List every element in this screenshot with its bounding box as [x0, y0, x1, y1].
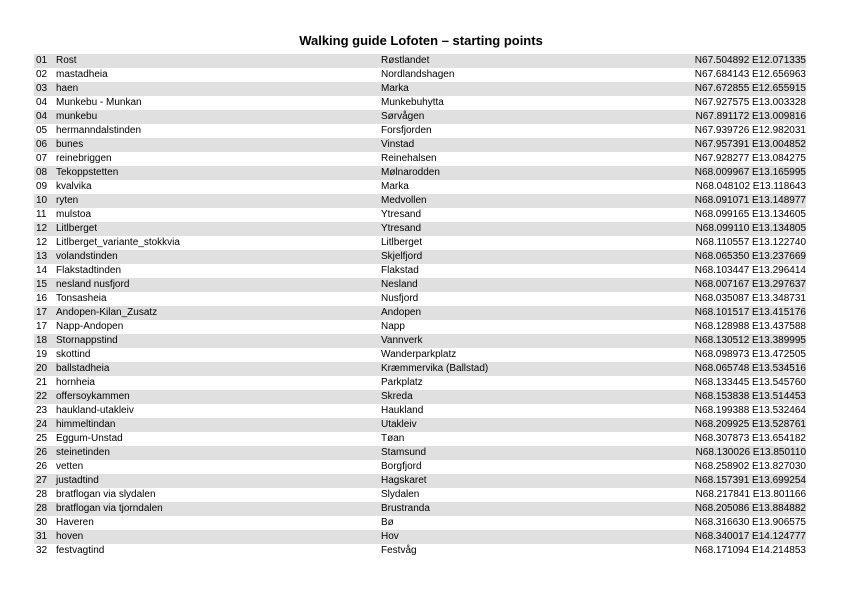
coordinates: N68.099165 E13.134605	[694, 209, 806, 220]
coordinates: N67.939726 E12.982031	[694, 125, 806, 136]
coordinates: N68.133445 E13.545760	[694, 377, 806, 388]
route-name: Munkebu - Munkan	[56, 97, 142, 108]
route-name: reinebriggen	[56, 153, 112, 164]
row-number: 04	[36, 97, 48, 108]
row-number: 02	[36, 69, 48, 80]
route-name: munkebu	[56, 111, 98, 122]
table-row	[34, 194, 806, 208]
starting-place: Borgfjord	[381, 461, 422, 472]
table-row	[34, 166, 806, 180]
row-number: 32	[36, 545, 48, 556]
starting-place: Sørvågen	[381, 111, 425, 122]
table-row	[34, 222, 806, 236]
route-name: Rost	[56, 55, 77, 66]
table-row	[34, 152, 806, 166]
row-number: 25	[36, 433, 48, 444]
table-row	[34, 404, 806, 418]
row-number: 20	[36, 363, 48, 374]
starting-place: Litlberget	[381, 237, 423, 248]
starting-place: Festvåg	[381, 545, 417, 556]
table-row	[34, 432, 806, 446]
route-name: hoven	[56, 531, 84, 542]
row-number: 18	[36, 335, 48, 346]
route-name: bratflogan via slydalen	[56, 489, 156, 500]
coordinates: N67.891172 E13.009816	[695, 111, 806, 122]
table-row	[34, 110, 806, 124]
route-name: justadtind	[56, 475, 99, 486]
page-title: Walking guide Lofoten – starting points	[299, 33, 543, 48]
coordinates: N68.103447 E13.296414	[694, 265, 806, 276]
route-name: kvalvika	[56, 181, 92, 192]
route-name: ballstadheia	[56, 363, 110, 374]
coordinates: N68.065748 E13.534516	[694, 363, 806, 374]
route-name: Litlberget	[56, 223, 98, 234]
row-number: 27	[36, 475, 48, 486]
starting-place: Skreda	[381, 391, 413, 402]
coordinates: N68.340017 E14.124777	[694, 531, 806, 542]
row-number: 14	[36, 265, 48, 276]
coordinates: N68.199388 E13.532464	[694, 405, 806, 416]
row-number: 31	[36, 531, 48, 542]
route-name: Eggum-Unstad	[56, 433, 123, 444]
row-number: 09	[36, 181, 48, 192]
table-row	[34, 236, 806, 250]
route-name: bunes	[56, 139, 84, 150]
table-row	[34, 334, 806, 348]
row-number: 11	[36, 209, 47, 220]
coordinates: N67.927575 E13.003328	[694, 97, 806, 108]
route-name: himmeltindan	[56, 419, 116, 430]
starting-place: Slydalen	[381, 489, 420, 500]
coordinates: N68.205086 E13.884882	[694, 503, 806, 514]
route-name: Flakstadtinden	[56, 265, 122, 276]
table-row	[34, 460, 806, 474]
starting-place: Kræmmervika (Ballstad)	[381, 363, 489, 374]
starting-place: Forsfjorden	[381, 125, 432, 136]
route-name: vetten	[56, 461, 84, 472]
route-name: ryten	[56, 195, 79, 206]
starting-place: Utakleiv	[381, 419, 417, 430]
coordinates: N67.957391 E13.004852	[694, 139, 806, 150]
coordinates: N68.110557 E13.122740	[695, 237, 806, 248]
coordinates: N68.099110 E13.134805	[695, 223, 806, 234]
coordinates: N68.101517 E13.415176	[694, 307, 806, 318]
table-row	[34, 418, 806, 432]
table-row	[34, 54, 806, 68]
row-number: 19	[36, 349, 48, 360]
row-number: 24	[36, 419, 48, 430]
table-row	[34, 278, 806, 292]
row-number: 22	[36, 391, 48, 402]
starting-place: Bø	[381, 517, 394, 528]
route-name: steinetinden	[56, 447, 110, 458]
coordinates: N68.171094 E14.214853	[694, 545, 806, 556]
starting-place: Nusfjord	[381, 293, 419, 304]
row-number: 01	[36, 55, 48, 66]
route-name: bratflogan via tjorndalen	[56, 503, 163, 514]
table-row	[34, 530, 806, 544]
coordinates: N68.209925 E13.528761	[694, 419, 806, 430]
starting-place: Flakstad	[381, 265, 419, 276]
route-name: offersoykammen	[56, 391, 130, 402]
coordinates: N67.672855 E12.655915	[694, 83, 806, 94]
starting-place: Røstlandet	[381, 55, 430, 66]
row-number: 21	[36, 377, 48, 388]
coordinates: N68.130026 E13.850110	[695, 447, 806, 458]
starting-place: Nesland	[381, 279, 418, 290]
coordinates: N68.048102 E13.118643	[695, 181, 806, 192]
starting-place: Andopen	[381, 307, 422, 318]
coordinates: N68.258902 E13.827030	[694, 461, 806, 472]
coordinates: N68.316630 E13.906575	[694, 517, 806, 528]
row-number: 15	[36, 279, 48, 290]
starting-place: Medvollen	[381, 195, 427, 206]
starting-place: Munkebuhytta	[381, 97, 444, 108]
row-number: 10	[36, 195, 48, 206]
row-number: 06	[36, 139, 48, 150]
row-number: 23	[36, 405, 48, 416]
row-number: 13	[36, 251, 48, 262]
row-number: 28	[36, 489, 48, 500]
row-number: 04	[36, 111, 48, 122]
starting-place: Ytresand	[381, 209, 422, 220]
starting-place: Tøan	[381, 433, 405, 444]
table-row	[34, 446, 806, 460]
starting-place: Skjelfjord	[381, 251, 423, 262]
route-name: Litlberget_variante_stokkvia	[56, 237, 180, 248]
starting-place: Marka	[381, 83, 409, 94]
starting-place: Stamsund	[381, 447, 427, 458]
starting-place: Wanderparkplatz	[381, 349, 457, 360]
route-name: Stornappstind	[56, 335, 118, 346]
table-row	[34, 292, 806, 306]
table-row	[34, 488, 806, 502]
starting-place: Haukland	[381, 405, 424, 416]
row-number: 28	[36, 503, 48, 514]
coordinates: N68.091071 E13.148977	[694, 195, 806, 206]
table-row	[34, 474, 806, 488]
table-row	[34, 306, 806, 320]
coordinates: N68.153838 E13.514453	[694, 391, 806, 402]
table-row	[34, 124, 806, 138]
table-row	[34, 68, 806, 82]
table-row	[34, 390, 806, 404]
starting-place: Napp	[381, 321, 405, 332]
route-name: Tonsasheia	[56, 293, 107, 304]
table-row	[34, 96, 806, 110]
route-name: volandstinden	[56, 251, 118, 262]
table-row	[34, 376, 806, 390]
route-name: Andopen-Kilan_Zusatz	[56, 307, 158, 318]
row-number: 30	[36, 517, 48, 528]
row-number: 03	[36, 83, 48, 94]
row-number: 08	[36, 167, 48, 178]
route-name: haen	[56, 83, 79, 94]
starting-place: Parkplatz	[381, 377, 423, 388]
coordinates: N68.128988 E13.437588	[694, 321, 806, 332]
row-number: 05	[36, 125, 48, 136]
starting-points-table	[34, 54, 806, 558]
coordinates: N67.684143 E12.656963	[694, 69, 806, 80]
row-number: 12	[36, 237, 48, 248]
coordinates: N68.009967 E13.165995	[694, 167, 806, 178]
route-name: festvagtind	[56, 545, 105, 556]
table-row	[34, 180, 806, 194]
row-number: 07	[36, 153, 48, 164]
route-name: skottind	[56, 349, 91, 360]
coordinates: N68.065350 E13.237669	[694, 251, 806, 262]
table-row	[34, 138, 806, 152]
coordinates: N68.307873 E13.654182	[694, 433, 806, 444]
starting-place: Vannverk	[381, 335, 423, 346]
table-row	[34, 362, 806, 376]
coordinates: N68.217841 E13.801166	[695, 489, 806, 500]
coordinates: N68.130512 E13.389995	[694, 335, 806, 346]
table-row	[34, 264, 806, 278]
table-row	[34, 544, 806, 558]
starting-place: Hagskaret	[381, 475, 427, 486]
row-number: 26	[36, 461, 48, 472]
table-row	[34, 502, 806, 516]
route-name: hermanndalstinden	[56, 125, 142, 136]
starting-place: Vinstad	[381, 139, 415, 150]
route-name: Napp-Andopen	[56, 321, 124, 332]
row-number: 17	[36, 321, 48, 332]
row-number: 17	[36, 307, 48, 318]
starting-place: Nordlandshagen	[381, 69, 455, 80]
starting-place: Marka	[381, 181, 409, 192]
row-number: 16	[36, 293, 48, 304]
row-number: 26	[36, 447, 48, 458]
route-name: hornheia	[56, 377, 95, 388]
route-name: Tekoppstetten	[56, 167, 119, 178]
coordinates: N68.157391 E13.699254	[694, 475, 806, 486]
coordinates: N68.035087 E13.348731	[694, 293, 806, 304]
table-row	[34, 250, 806, 264]
starting-place: Brustranda	[381, 503, 430, 514]
starting-place: Reinehalsen	[381, 153, 437, 164]
coordinates: N68.007167 E13.297637	[694, 279, 806, 290]
table-row	[34, 348, 806, 362]
coordinates: N67.928277 E13.084275	[694, 153, 806, 164]
starting-place: Mølnarodden	[381, 167, 440, 178]
table-row	[34, 516, 806, 530]
table-row	[34, 320, 806, 334]
route-name: mastadheia	[56, 69, 108, 80]
table-row	[34, 208, 806, 222]
coordinates: N68.098973 E13.472505	[694, 349, 806, 360]
route-name: mulstoa	[56, 209, 92, 220]
route-name: Haveren	[56, 517, 94, 528]
table-row	[34, 82, 806, 96]
route-name: nesland nusfjord	[56, 279, 130, 290]
coordinates: N67.504892 E12.071335	[694, 55, 806, 66]
starting-place: Hov	[381, 531, 399, 542]
route-name: haukland-utakleiv	[56, 405, 134, 416]
starting-place: Ytresand	[381, 223, 422, 234]
row-number: 12	[36, 223, 48, 234]
